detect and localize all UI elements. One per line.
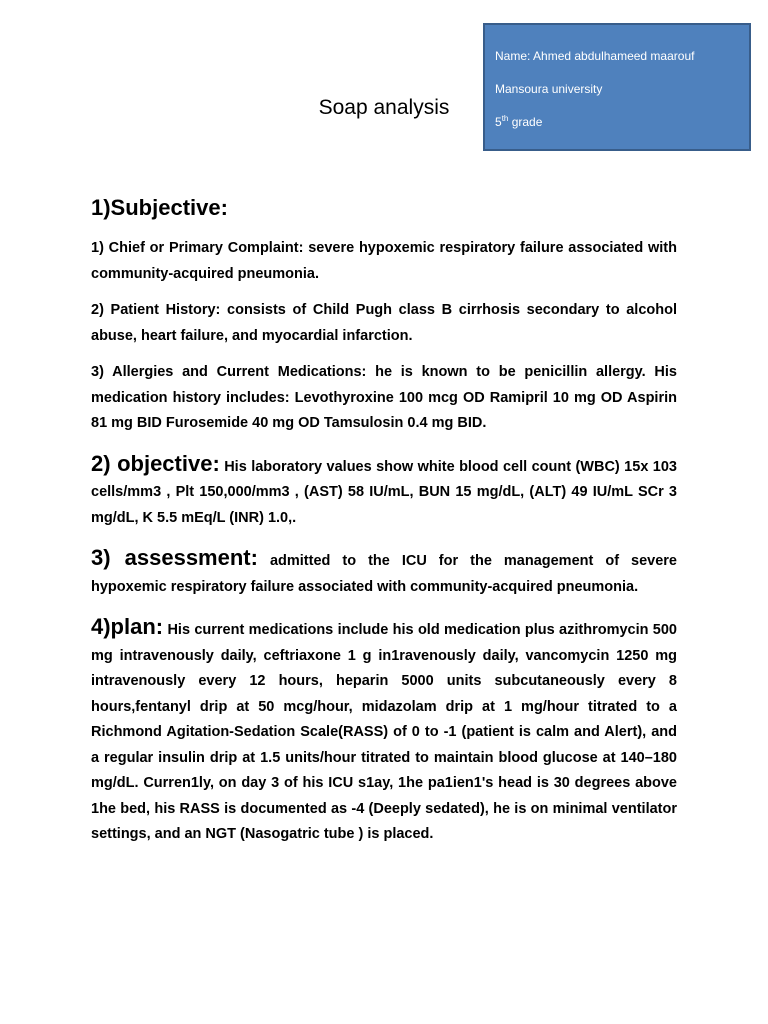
assessment-heading: 3) assessment: <box>91 545 258 570</box>
patient-history-paragraph: 2) Patient History: consists of Child Pugh class B cirrhosis secondary to alcohol abuse, heart failure, and myocardial infarction. <box>91 302 677 344</box>
plan-text: His current medications include his old medication plus azithromycin 500 mg intravenously daily, ceftriaxone 1 g in1ravenously daily, vancomycin 1250 mg intravenously every 12 hours, heparin 5000 units subcutaneously every 8 hours,fentanyl drip at 50 mcg/hour, midazolam drip at 1 mg/hour titrated to a Richmond Agitation-Sedation Scale(RASS) of 0 to -1 (patient is calm and Alert), and a regular insulin drip at 1.5 units/hour titrated to maintain blood glucose at 140–180 mg/dL. Curren1ly, on day 3 of his ICU s1ay, 1he pa1ien1's head is 30 degrees above 1he bed, his RASS is documented as -4 (Deeply sedated), he is on minimal ventilator settings, and an NGT (Nasogatric tube ) is placed. <box>91 622 677 842</box>
objective-paragraph <box>91 451 677 532</box>
assessment-section <box>91 545 677 600</box>
document-title: Soap analysis <box>318 96 450 119</box>
plan-heading: 4)plan: <box>91 614 164 639</box>
subjective-heading: 1)Subjective: <box>91 195 228 220</box>
assessment-paragraph <box>91 545 677 600</box>
objective-section <box>91 451 677 532</box>
author-info-box <box>483 23 751 151</box>
subjective-section <box>91 192 677 437</box>
chief-complaint-paragraph: 1) Chief or Primary Complaint: severe hypoxemic respiratory failure associated with community-acquired pneumonia. <box>91 240 677 282</box>
objective-text: His laboratory values show white blood cell count (WBC) 15x 103 cells/mm3 , Plt 150,000/mm3 , (AST) 58 IU/mL, BUN 15 mg/dL, (ALT) 49 IU/mL SCr 3 mg/dL, K 5.5 mEq/L (INR) 1.0,. <box>91 458 677 526</box>
objective-heading: 2) objective: <box>91 450 220 476</box>
author-name: Name: Ahmed abdulhameed maarouf <box>495 49 695 63</box>
grade-suffix: th <box>501 114 509 123</box>
grade-word: grade <box>508 115 543 129</box>
plan-section <box>91 614 677 848</box>
author-university: Mansoura university <box>495 82 603 96</box>
allergies-medications-paragraph: 3) Allergies and Current Medications: he is known to be penicillin allergy. His medication history includes: Levothyroxine 100 mcg OD Ramipril 10 mg OD Aspirin 81 mg BID Furosemide 40 mg OD Tamsulosin 0.4 mg BID. <box>91 364 677 431</box>
grade-number: 5 <box>495 115 502 129</box>
assessment-text: admitted to the ICU for the management of severe hypoxemic respiratory failure associated with community-acquired pneumonia. <box>91 553 677 595</box>
document-body <box>91 192 677 862</box>
plan-paragraph <box>91 614 677 848</box>
